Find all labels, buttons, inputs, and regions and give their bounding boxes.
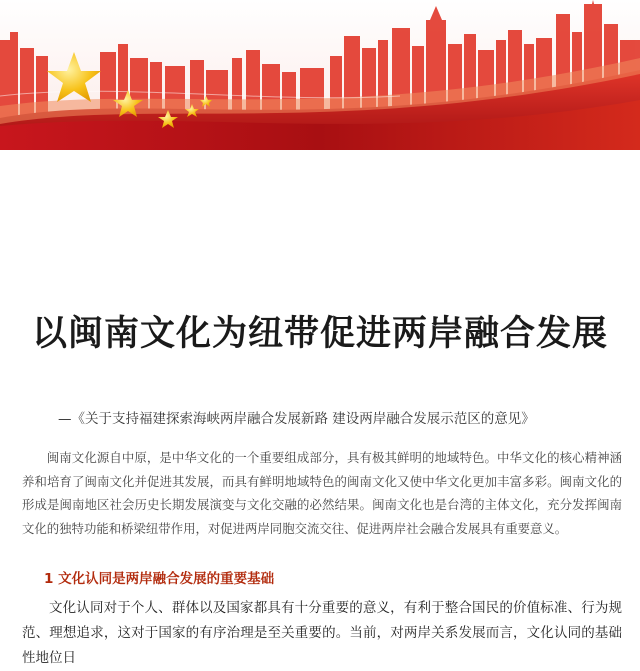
skyline-illustration — [0, 0, 640, 150]
intro-paragraph: 闽南文化源自中原，是中华文化的一个重要组成部分，具有极其鲜明的地域特色。中华文化的核心精神涵养和培育了闽南文化并促进其发展，而具有鲜明地域特色的闽南文化又使中华文化更加丰富多彩。闽南文化的形成是闽南地区社会历史长期发展演变与文化交融的必然结果。闽南文化也是台湾的主体文化，充分发挥闽南文化的独特功能和桥梁纽带作用，对促进两岸同胞交流交往、促进两岸社会融合发展具有重要意义。 — [22, 450, 622, 536]
header-banner — [0, 0, 640, 150]
section-paragraph: 文化认同对于个人、群体以及国家都具有十分重要的意义，有利于整合国民的价值标准、行为规范、理想追求，这对于国家的有序治理是至关重要的。当前，对两岸关系发展而言，文化认同的基础性地位日 — [22, 600, 622, 666]
section-heading: 1 文化认同是两岸融合发展的重要基础 — [44, 571, 275, 587]
page-title: 以闽南文化为纽带促进两岸融合发展 — [31, 314, 608, 354]
document-subtitle: —《关于支持福建探索海峡两岸融合发展新路 建设两岸融合发展示范区的意见》 — [58, 411, 535, 427]
